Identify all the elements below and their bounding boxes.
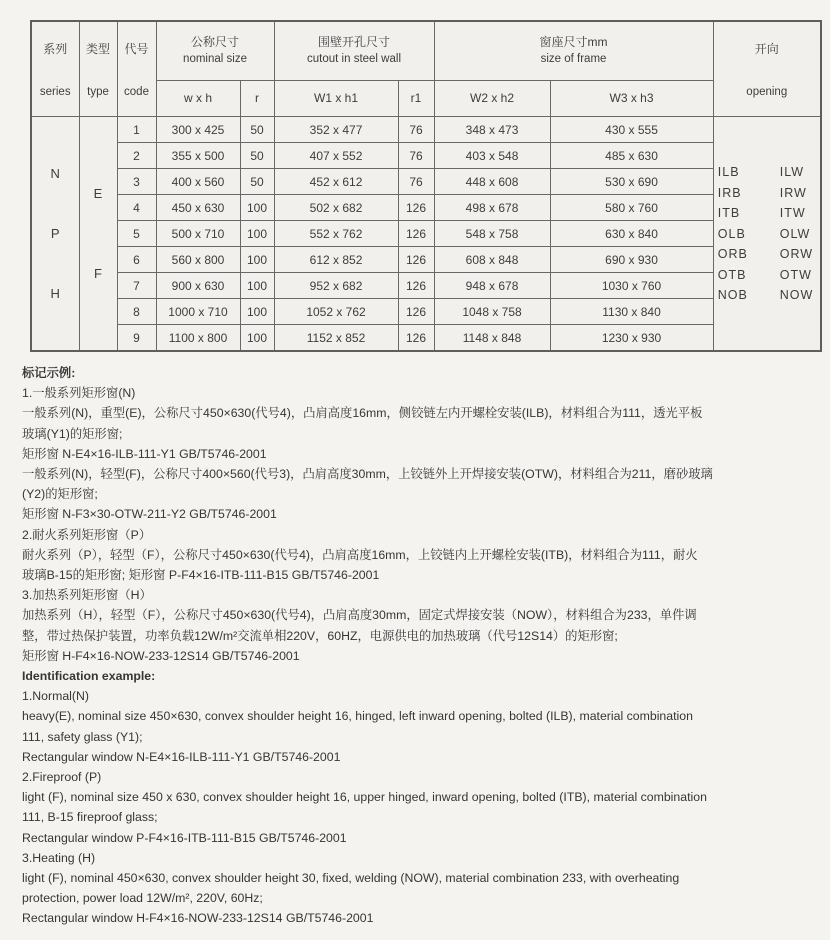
cell-r: 100 xyxy=(240,247,274,273)
opening-pair xyxy=(714,165,821,179)
opening-pair xyxy=(714,206,821,220)
cell-r: 50 xyxy=(240,143,274,169)
opening-pair xyxy=(714,268,821,282)
cell-w1h1: 352 x 477 xyxy=(274,117,398,143)
cell-w1h1: 1052 x 762 xyxy=(274,299,398,325)
cell-w1h1: 1152 x 852 xyxy=(274,325,398,352)
cell-w1h1: 552 x 762 xyxy=(274,221,398,247)
type-f: F xyxy=(94,266,102,281)
opening-code: OLW xyxy=(779,226,811,241)
cell-w3h3: 580 x 760 xyxy=(550,195,713,221)
header-w3xh3: W3 x h3 xyxy=(550,80,713,116)
notes-line: 一般系列(N)，轻型(F)，公称尺寸400×560(代号3)，凸肩高度30mm，上铰链外上开焊接安装(OTW)，材料组合为211，磨砂玻璃 xyxy=(22,467,713,482)
cell-r: 100 xyxy=(240,195,274,221)
series-h: H xyxy=(50,286,60,301)
cell-code: 6 xyxy=(117,247,156,273)
cell-code: 8 xyxy=(117,299,156,325)
header-code-zh: 代号 xyxy=(124,42,149,57)
opening-code: ITB xyxy=(717,206,741,220)
cell-r1: 126 xyxy=(398,325,434,352)
cell-w1h1: 502 x 682 xyxy=(274,195,398,221)
notes-line: 111, B-15 fireproof glass; xyxy=(22,810,158,825)
opening-cell xyxy=(713,117,821,352)
cell-wxh: 560 x 800 xyxy=(156,247,240,273)
header-cutout-en: cutout in steel wall xyxy=(307,52,401,65)
type-e: E xyxy=(93,186,103,201)
header-type xyxy=(79,21,117,117)
header-frame-zh: 窗座尺寸mm xyxy=(539,34,608,49)
cell-code: 4 xyxy=(117,195,156,221)
window-spec-table xyxy=(30,20,822,352)
notes-line: 2.Fireproof (P) xyxy=(22,770,102,785)
header-opening-en: opening xyxy=(746,85,788,98)
cell-code: 5 xyxy=(117,221,156,247)
notes-line: 1.一般系列矩形窗(N) xyxy=(22,386,136,401)
cell-wxh: 1000 x 710 xyxy=(156,299,240,325)
table-row xyxy=(31,299,821,325)
cell-r1: 126 xyxy=(398,273,434,299)
notes-line: Rectangular window P-F4×16-ITB-111-B15 GB/T5746-2001 xyxy=(22,830,347,845)
notes-line: 矩形窗 N-F3×30-OTW-211-Y2 GB/T5746-2001 xyxy=(22,507,277,522)
notes-line: Rectangular window H-F4×16-NOW-233-12S14 GB/T5746-2001 xyxy=(22,911,374,926)
cell-wxh: 500 x 710 xyxy=(156,221,240,247)
cell-w2h2: 548 x 758 xyxy=(434,221,550,247)
opening-code: OTB xyxy=(717,267,747,282)
opening-code: NOB xyxy=(717,288,748,302)
cell-w3h3: 485 x 630 xyxy=(550,143,713,169)
notes-zh-title: 标记示例: xyxy=(22,366,76,380)
opening-pair xyxy=(714,186,821,200)
opening-pair xyxy=(714,288,821,302)
cell-r: 100 xyxy=(240,273,274,299)
cell-w1h1: 407 x 552 xyxy=(274,143,398,169)
cell-w2h2: 608 x 848 xyxy=(434,247,550,273)
header-nominal-en: nominal size xyxy=(183,52,247,65)
notes-line: Rectangular window N-E4×16-ILB-111-Y1 GB/T5746-2001 xyxy=(22,749,341,764)
table-row xyxy=(31,117,821,143)
opening-code: OTW xyxy=(779,267,812,282)
cell-code: 9 xyxy=(117,325,156,352)
table-row xyxy=(31,325,821,352)
opening-code: ORW xyxy=(779,247,814,261)
cell-r: 50 xyxy=(240,117,274,143)
notes-line: 玻璃(Y1)的矩形窗; xyxy=(22,426,123,441)
header-r: r xyxy=(240,80,274,116)
cell-wxh: 300 x 425 xyxy=(156,117,240,143)
cell-r1: 126 xyxy=(398,221,434,247)
cell-w1h1: 612 x 852 xyxy=(274,247,398,273)
notes-line: 2.耐火系列矩形窗（P） xyxy=(22,527,152,542)
notes-line: 整，带过热保护装置，功率负载12W/m²交流单相220V，60HZ，电源供电的加热玻璃（代号12S14）的矩形窗; xyxy=(22,628,618,643)
table-row xyxy=(31,169,821,195)
opening-code: ORB xyxy=(717,247,748,261)
cell-w3h3: 430 x 555 xyxy=(550,117,713,143)
header-r1: r1 xyxy=(398,80,434,116)
cell-w3h3: 630 x 840 xyxy=(550,221,713,247)
cell-r: 100 xyxy=(240,325,274,352)
series-n: N xyxy=(50,166,60,181)
notes-line: 加热系列（H），轻型（F），公称尺寸450×630(代号4)，凸肩高度30mm，固定式焊接安装（NOW），材料组合为233，单件调 xyxy=(22,608,697,623)
notes-line: light (F), nominal 450×630, convex shoulder height 30, fixed, welding (NOW), material combination 233, with overheating xyxy=(22,871,680,886)
notes-en-title: Identification example: xyxy=(22,669,156,684)
cell-r1: 76 xyxy=(398,117,434,143)
cell-w2h2: 403 x 548 xyxy=(434,143,550,169)
opening-code: NOW xyxy=(779,288,814,302)
cell-r1: 76 xyxy=(398,169,434,195)
cell-wxh: 1100 x 800 xyxy=(156,325,240,352)
cell-code: 7 xyxy=(117,273,156,299)
notes-line: 111, safety glass (Y1); xyxy=(22,729,143,744)
header-series-en: series xyxy=(39,85,71,98)
header-opening-zh: 开向 xyxy=(754,42,779,57)
opening-code: ILB xyxy=(717,165,740,179)
notes-line: 玻璃B-15的矩形窗; 矩形窗 P-F4×16-ITB-111-B15 GB/T5746-2001 xyxy=(22,568,380,583)
header-nominal-size xyxy=(156,21,274,80)
cell-w3h3: 1130 x 840 xyxy=(550,299,713,325)
opening-code: ITW xyxy=(779,206,806,220)
header-wxh: w x h xyxy=(156,80,240,116)
table-row xyxy=(31,273,821,299)
cell-r: 100 xyxy=(240,221,274,247)
cell-w2h2: 498 x 678 xyxy=(434,195,550,221)
header-opening xyxy=(713,21,821,117)
notes-line: 耐火系列（P），轻型（F），公称尺寸450×630(代号4)，凸肩高度16mm，上铰链内上开螺栓安装(ITB)，材料组合为111，耐火 xyxy=(22,547,698,562)
table-row xyxy=(31,247,821,273)
opening-code: ILW xyxy=(779,165,805,179)
type-cell xyxy=(79,117,117,352)
series-cell xyxy=(31,117,79,352)
notes-line: light (F), nominal size 450 x 630, convex shoulder height 16, upper hinged, inward opening, bolted (ITB), material combination xyxy=(22,790,707,805)
cell-r: 100 xyxy=(240,299,274,325)
cell-w2h2: 948 x 678 xyxy=(434,273,550,299)
notes-line: 矩形窗 H-F4×16-NOW-233-12S14 GB/T5746-2001 xyxy=(22,648,300,663)
notes-line: 3.Heating (H) xyxy=(22,850,96,865)
cell-code: 3 xyxy=(117,169,156,195)
header-cutout xyxy=(274,21,434,80)
notes-line: heavy(E), nominal size 450×630, convex shoulder height 16, hinged, left inward opening, bolted (ILB), material combination xyxy=(22,709,693,724)
cell-code: 2 xyxy=(117,143,156,169)
cell-w2h2: 448 x 608 xyxy=(434,169,550,195)
table-row xyxy=(31,221,821,247)
table-row xyxy=(31,195,821,221)
header-nominal-zh: 公称尺寸 xyxy=(191,34,240,49)
cell-wxh: 450 x 630 xyxy=(156,195,240,221)
cell-w3h3: 530 x 690 xyxy=(550,169,713,195)
header-type-en: type xyxy=(87,85,109,98)
opening-pair xyxy=(714,247,821,261)
header-series-zh: 系列 xyxy=(43,42,68,57)
cell-r1: 126 xyxy=(398,195,434,221)
cell-w2h2: 1048 x 758 xyxy=(434,299,550,325)
opening-code: IRB xyxy=(717,185,742,200)
cell-w2h2: 348 x 473 xyxy=(434,117,550,143)
cell-w1h1: 952 x 682 xyxy=(274,273,398,299)
header-w1xh1: W1 x h1 xyxy=(274,80,398,116)
table-row xyxy=(31,143,821,169)
cell-w3h3: 1230 x 930 xyxy=(550,325,713,352)
cell-code: 1 xyxy=(117,117,156,143)
cell-wxh: 900 x 630 xyxy=(156,273,240,299)
cell-r: 50 xyxy=(240,169,274,195)
notes-line: 1.Normal(N) xyxy=(22,689,89,704)
cell-r1: 126 xyxy=(398,299,434,325)
notes-line: protection, power load 12W/m², 220V, 60Hz; xyxy=(22,891,263,906)
cell-w3h3: 690 x 930 xyxy=(550,247,713,273)
header-cutout-zh: 围壁开孔尺寸 xyxy=(318,34,391,49)
header-w2xh2: W2 x h2 xyxy=(434,80,550,116)
cell-r1: 126 xyxy=(398,247,434,273)
cell-w3h3: 1030 x 760 xyxy=(550,273,713,299)
cell-w2h2: 1148 x 848 xyxy=(434,325,550,352)
header-series xyxy=(31,21,79,117)
notes-section xyxy=(22,363,814,929)
notes-line: 矩形窗 N-E4×16-ILB-111-Y1 GB/T5746-2001 xyxy=(22,446,267,461)
opening-code: OLB xyxy=(717,226,746,241)
cell-wxh: 355 x 500 xyxy=(156,143,240,169)
notes-line: 一般系列(N)，重型(E)，公称尺寸450×630(代号4)，凸肩高度16mm，侧铰链左内开螺栓安装(ILB)，材料组合为111，透光平板 xyxy=(22,406,703,421)
series-p: P xyxy=(50,226,60,241)
header-code-en: code xyxy=(124,85,149,98)
cell-w1h1: 452 x 612 xyxy=(274,169,398,195)
cell-r1: 76 xyxy=(398,143,434,169)
notes-line: 3.加热系列矩形窗（H） xyxy=(22,588,152,603)
notes-line: (Y2)的矩形窗; xyxy=(22,487,98,502)
opening-code: IRW xyxy=(779,185,807,200)
header-code xyxy=(117,21,156,117)
header-frame-en: size of frame xyxy=(540,52,607,65)
header-frame-size xyxy=(434,21,713,80)
cell-wxh: 400 x 560 xyxy=(156,169,240,195)
opening-pair xyxy=(714,227,821,241)
header-type-zh: 类型 xyxy=(85,42,110,57)
